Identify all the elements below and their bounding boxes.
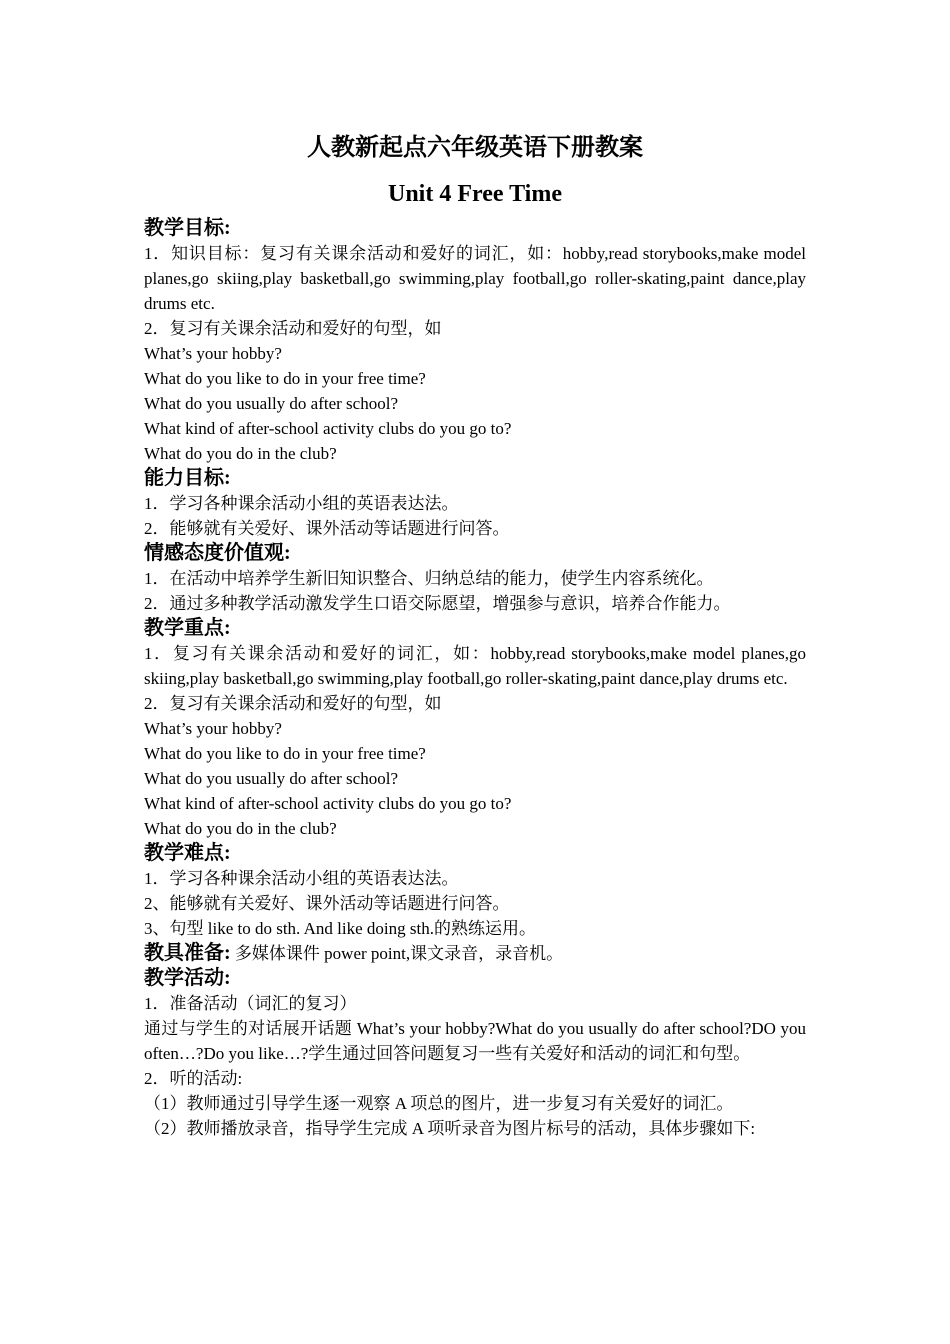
document-title: 人教新起点六年级英语下册教案 (307, 135, 643, 161)
paragraph: What kind of after-school activity clubs do you go to? (144, 794, 512, 813)
paragraph: What do you usually do after school? (144, 394, 398, 413)
section-heading-activities: 教学活动: (144, 967, 231, 989)
paragraph: What do you like to do in your free time? (144, 744, 426, 763)
paragraph: 2．复习有关课余活动和爱好的句型，如 (144, 319, 442, 338)
paragraph: 1．准备活动（词汇的复习） (144, 994, 357, 1013)
paragraph: 3、句型 like to do sth. And like doing sth.的熟练运用。 (144, 919, 536, 938)
paragraph: （2）教师播放录音，指导学生完成 A 项听录音为图片标号的活动，具体步骤如下: (144, 1119, 756, 1138)
paragraph: 通过与学生的对话展开话题 What’s your hobby?What do you usually do after school?DO you often…?Do you like…?学生通过回答问题复习一些有关爱好和活动的词汇和句型。 (144, 1019, 806, 1063)
paragraph: 2．能够就有关爱好、课外活动等话题进行问答。 (144, 519, 510, 538)
paragraph: 1．在活动中培养学生新旧知识整合、归纳总结的能力，使学生内容系统化。 (144, 569, 714, 588)
section-heading-values: 情感态度价值观: (144, 542, 291, 564)
paragraph: 2．复习有关课余活动和爱好的句型，如 (144, 694, 442, 713)
section-heading-difficulties: 教学难点: (144, 842, 231, 864)
paragraph: What’s your hobby? (144, 719, 282, 738)
paragraph: What do you like to do in your free time? (144, 369, 426, 388)
section-heading-key-points: 教学重点: (144, 617, 231, 639)
paragraph: （1）教师通过引导学生逐一观察 A 项总的图片，进一步复习有关爱好的词汇。 (144, 1094, 734, 1113)
paragraph: What do you usually do after school? (144, 769, 398, 788)
paragraph: What’s your hobby? (144, 344, 282, 363)
paragraph: 2、能够就有关爱好、课外活动等话题进行问答。 (144, 894, 510, 913)
unit-title: Unit 4 Free Time (388, 181, 562, 207)
paragraph: 1．知识目标：复习有关课余活动和爱好的词汇，如：hobby,read storybooks,make model planes,go skiing,play basketball,go swimming,play football,go roller-skating,paint dance,play drums etc. (144, 244, 806, 313)
paragraph: 2．通过多种教学活动激发学生口语交际愿望，增强参与意识，培养合作能力。 (144, 594, 731, 613)
paragraph: 1．学习各种课余活动小组的英语表达法。 (144, 494, 459, 513)
section-heading-ability-goals: 能力目标: (144, 467, 231, 489)
paragraph: What do you do in the club? (144, 444, 337, 463)
section-heading-teaching-goals: 教学目标: (144, 217, 231, 239)
document-page (144, 128, 806, 1141)
section-heading-teaching-aids: 教具准备: (144, 942, 231, 964)
paragraph: 1．复习有关课余活动和爱好的词汇，如：hobby,read storybooks,make model planes,go skiing,play basketball,go swimming,play football,go roller-skating,paint dance,play drums etc. (144, 644, 806, 688)
paragraph: What kind of after-school activity clubs do you go to? (144, 419, 512, 438)
teaching-aids-line (144, 941, 806, 966)
paragraph: 1．学习各种课余活动小组的英语表达法。 (144, 869, 459, 888)
paragraph: 2．听的活动: (144, 1069, 243, 1088)
paragraph: What do you do in the club? (144, 819, 337, 838)
teaching-aids-text: 多媒体课件 power point,课文录音，录音机。 (234, 944, 564, 963)
